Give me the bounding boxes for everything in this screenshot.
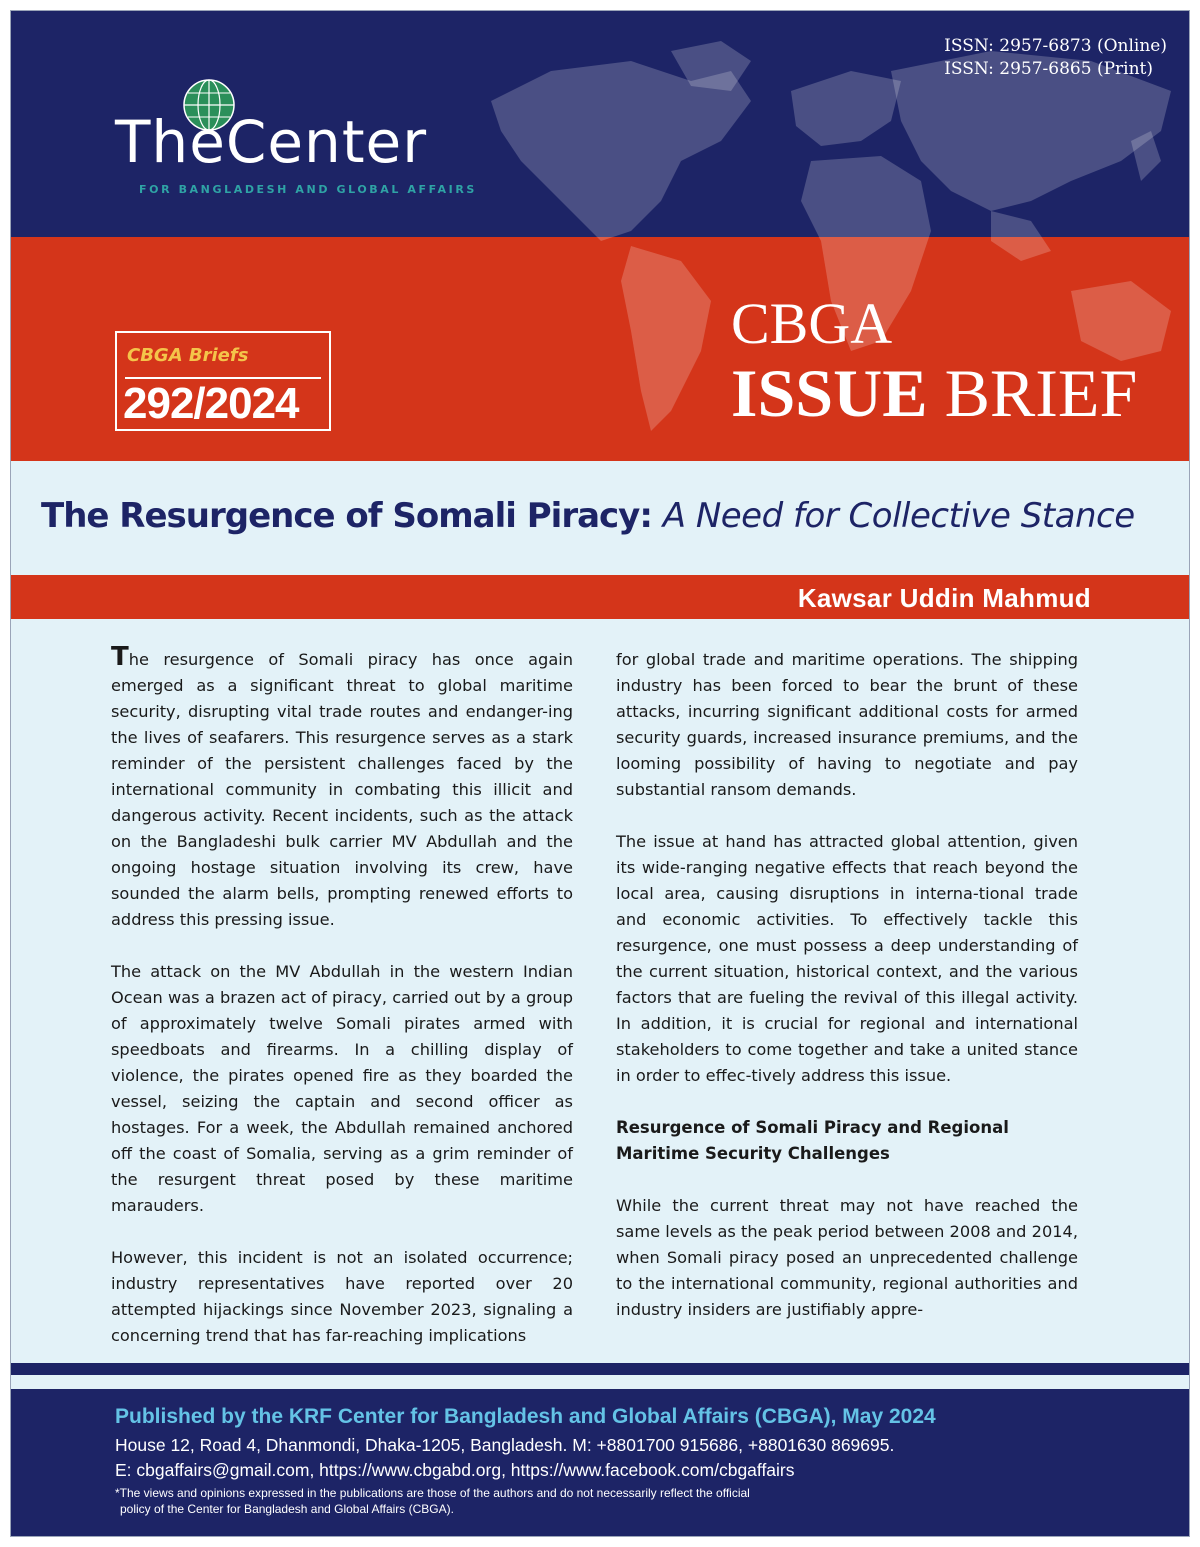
footer-top-rule [11,1363,1190,1375]
dropcap: T [111,642,129,672]
address-line: House 12, Road 4, Dhanmondi, Dhaka-1205, Bangladesh. M: +8801700 915686, +8801630 869695. [115,1435,895,1455]
left-paragraph-2: The attack on the MV Abdullah in the western Indian Ocean was a brazen act of piracy, carried out by a group of approximately twelve Somali pirates armed with speedboats and firearms. In a chilling display of violence, the pirates opened fire as they boarded the vessel, seizing the captain and second officer as hostages. For a week, the Abdullah remained anchored off the coast of Somalia, serving as a grim reminder of the resurgent threat posed by these maritime marauders. [111,962,573,1215]
right-paragraph-1: for global trade and maritime operations. The shipping industry has been forced to bear the brunt of these attacks, incurring significant additional costs for armed security guards, increased insurance premiums, and the looming possibility of having to negotiate and pay substantial ransom demands. [616,650,1078,799]
disclaimer-line-1: *The views and opinions expressed in the publications are those of the authors and do not necessarily reflect the official [115,1486,750,1500]
logo-subtitle: FOR BANGLADESH AND GLOBAL AFFAIRS [139,183,477,196]
section-heading: Resurgence of Somali Piracy and Regional Maritime Security Challenges [616,1118,1009,1163]
right-column [616,647,1078,1349]
author-name: Kawsar Uddin Mahmud [797,583,1091,613]
publisher-line: Published by the KRF Center for Bangladesh and Global Affairs (CBGA), May 2024 [115,1405,936,1428]
left-paragraph-1 [111,642,573,933]
series-cbga: CBGA [731,291,893,356]
left-paragraph-1-text: he resurgence of Somali piracy has once again emerged as a significant threat to global maritime security, disrupting vital trade routes and endanger-ing the lives of seafarers. This resurgence serves as a stark reminder of the persistent challenges faced by the international community in combating this illicit and dangerous activity. Recent incidents, such as the attack on the Bangladeshi bulk carrier MV Abdullah and the ongoing hostage situation involving its crew, have sounded the alarm bells, prompting renewed efforts to address this pressing issue. [111,650,573,929]
contact-line: E: cbgaffairs@gmail.com, https://www.cbgabd.org, https://www.facebook.com/cbgaffairs [115,1460,795,1480]
left-paragraph-3: However, this incident is not an isolated occurrence; industry representatives have reported over 20 attempted hijackings since November 2023, signaling a concerning trend that has far-reaching implications [111,1248,573,1345]
article-title [41,491,1161,541]
title-main: The Resurgence of Somali Piracy: [41,496,652,536]
right-paragraph-2: The issue at hand has attracted global attention, given its wide-ranging negative effects that reach beyond the local area, causing disruptions in interna-tional trade and economic activities. To effectively tackle this resurgence, one must possess a deep understanding of the current situation, historical context, and the various factors that are fueling the revival of this illegal activity. In addition, it is crucial for regional and international stakeholders to come together and take a united stance in order to effec-tively address this issue. [616,832,1078,1085]
footer-gap [11,1375,1190,1389]
brief-number-box [115,331,331,431]
disclaimer-line-2: policy of the Center for Bangladesh and Global Affairs (CBGA). [120,1502,454,1516]
issn-print: ISSN: 2957-6865 (Print) [944,59,1154,79]
issue-brief-page [10,10,1190,1537]
issn-block [944,35,1167,81]
brief-label: CBGA Briefs [127,345,249,366]
logo-wordmark: TheCenter [115,108,428,176]
right-paragraph-3: While the current threat may not have reached the same levels as the peak period between 2008 and 2014, when Somali piracy posed an unprecedented challenge to the international community, regional authorities and industry insiders are justifiably appre- [616,1196,1078,1319]
article-body [11,619,1190,1363]
series-issue: ISSUE [731,355,928,431]
disclaimer [115,1485,875,1517]
issn-online: ISSN: 2957-6873 (Online) [944,36,1167,56]
author-band [11,575,1190,619]
series-issue-brief [731,355,1137,431]
title-subtitle: A Need for Collective Stance [662,496,1135,536]
title-row [11,461,1190,575]
series-brief: BRIEF [944,355,1138,431]
footer [11,1389,1190,1537]
brief-number: 292/2024 [123,379,299,428]
left-column [111,642,573,1375]
